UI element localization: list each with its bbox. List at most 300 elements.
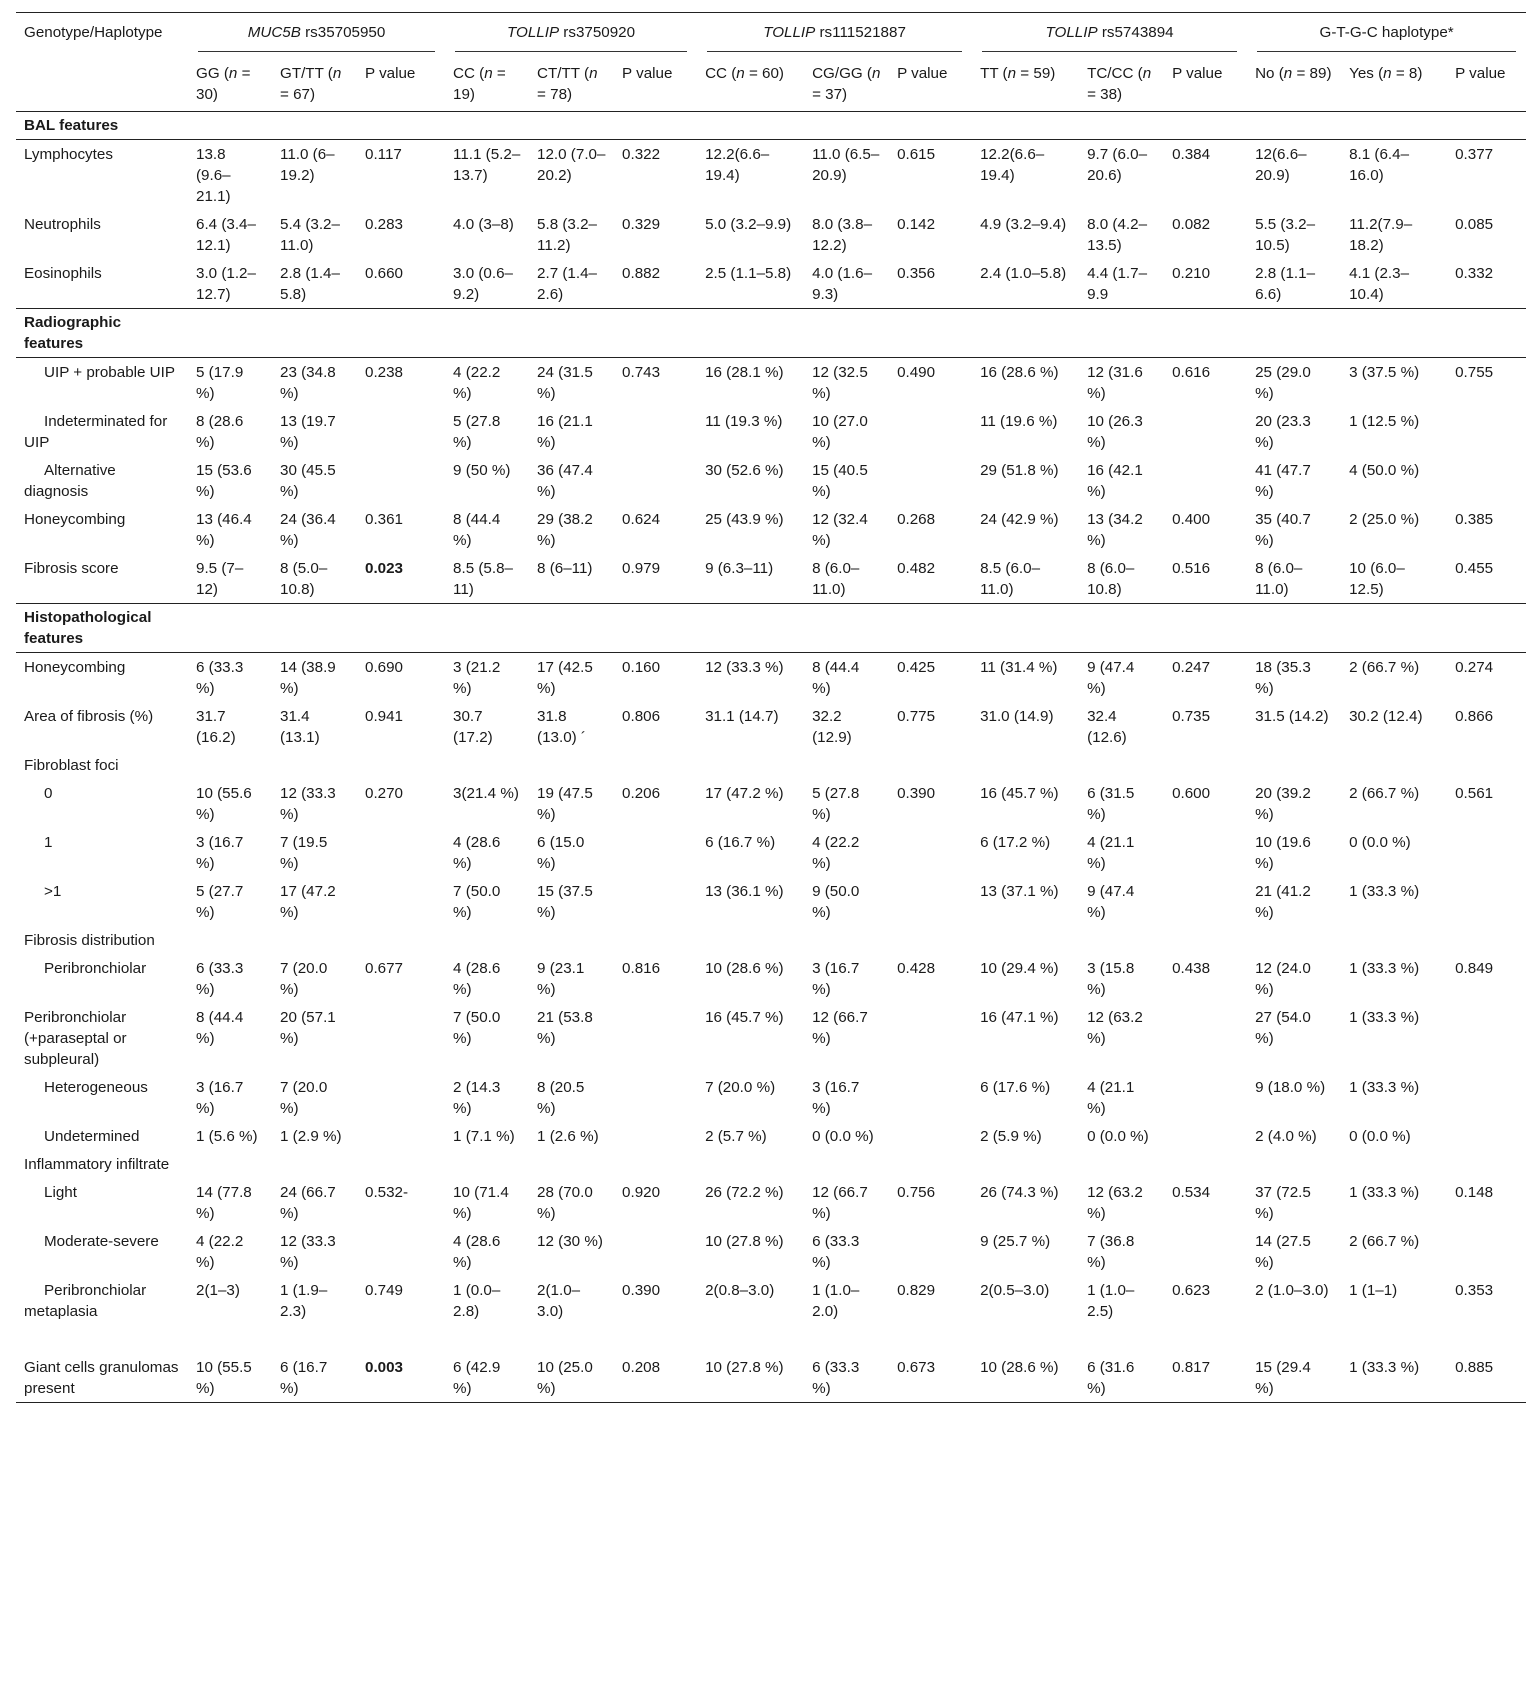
subcolumn-header: P value [614, 61, 697, 112]
row-label: Peribronchiolar metaplasia [24, 1282, 147, 1320]
p-value-cell [1447, 1122, 1526, 1150]
value-cell: 2.8 (1.1–6.6) [1255, 265, 1316, 303]
value-cell: 10 (19.6 %) [1255, 834, 1311, 872]
subcolumn-header: TC/CC (n = 38) [1079, 61, 1164, 112]
empty-cell [697, 926, 804, 954]
value-cell: 12 (32.4 %) [812, 511, 868, 549]
value-cell: 10 (25.0 %) [529, 1325, 614, 1403]
p-value-cell: 0.490 [897, 364, 936, 381]
value-cell: 6 (33.3 %) [812, 1233, 860, 1271]
empty-cell [1247, 112, 1341, 140]
empty-cell [889, 112, 972, 140]
empty-cell [614, 604, 697, 653]
empty-cell [889, 751, 972, 779]
empty-cell [697, 112, 804, 140]
value-cell: 25 (43.9 %) [705, 511, 784, 528]
table-row [16, 456, 1526, 505]
value-cell: 16 (45.7 %) [705, 1009, 784, 1026]
value-cell: 37 (72.5 %) [1255, 1184, 1311, 1222]
value-cell: 19 (47.5 %) [537, 785, 593, 823]
empty-cell [357, 751, 445, 779]
row-label: Peribronchiolar [44, 960, 147, 977]
value-cell: 16 (28.1 %) [705, 364, 784, 381]
value-cell: 41 (47.7 %) [1255, 462, 1311, 500]
empty-cell [188, 926, 272, 954]
value-cell: 5.0 (3.2–9.9) [705, 216, 792, 233]
p-value-cell [889, 1227, 972, 1276]
empty-cell [697, 1150, 804, 1178]
value-cell: 2(1–3) [196, 1282, 240, 1299]
p-value-cell [357, 1073, 445, 1122]
value-cell: 26 (72.2 %) [705, 1184, 784, 1201]
p-value-cell [614, 877, 697, 926]
p-value-cell: 0.270 [365, 785, 404, 802]
empty-cell [1079, 309, 1164, 358]
empty-cell [357, 1150, 445, 1178]
empty-cell [188, 751, 272, 779]
empty-cell [445, 309, 529, 358]
empty-cell [1079, 751, 1164, 779]
value-cell: 4 (28.6 %) [453, 834, 501, 872]
p-value-cell [1164, 1227, 1247, 1276]
value-cell: 4 (22.2 %) [453, 364, 501, 402]
p-value-cell: 0.882 [622, 265, 661, 282]
value-cell: 12 (66.7 %) [812, 1009, 868, 1047]
p-value-cell [1164, 456, 1247, 505]
empty-cell [445, 112, 529, 140]
group-header-muc5b: MUC5B rs35705950 [188, 13, 445, 62]
p-value-cell: 0.979 [622, 560, 661, 577]
row-label: Fibrosis score [24, 560, 119, 577]
p-value-cell: 0.274 [1455, 659, 1494, 676]
value-cell: 12.2(6.6–19.4) [705, 146, 770, 184]
value-cell: 9 (6.3–11) [705, 560, 774, 577]
value-cell: 13 (19.7 %) [280, 413, 336, 451]
value-cell: 30 (52.6 %) [705, 462, 784, 479]
p-value-cell [1164, 1073, 1247, 1122]
empty-cell [1247, 309, 1341, 358]
value-cell: 11 (19.3 %) [705, 413, 783, 430]
p-value-cell [889, 1073, 972, 1122]
p-value-cell: 0.353 [1455, 1282, 1494, 1299]
empty-cell [614, 926, 697, 954]
value-cell: 6 (33.3 %) [804, 1325, 889, 1403]
value-cell: 2(0.5–3.0) [980, 1282, 1050, 1299]
p-value-cell [1447, 456, 1526, 505]
p-value-cell [357, 828, 445, 877]
value-cell: 3 (16.7 %) [196, 1079, 244, 1117]
empty-cell [1164, 1150, 1247, 1178]
table-row [16, 1178, 1526, 1227]
empty-cell [972, 604, 1079, 653]
value-cell: 6 (17.2 %) [980, 834, 1051, 851]
value-cell: 20 (57.1 %) [280, 1009, 336, 1047]
empty-cell [188, 1150, 272, 1178]
table-body [16, 112, 1526, 1403]
value-cell: 0 (0.0 %) [812, 1128, 874, 1145]
value-cell: 9 (25.7 %) [980, 1233, 1051, 1250]
p-value-cell: 0.428 [897, 960, 936, 977]
value-cell: 16 (21.1 %) [537, 413, 593, 451]
p-value-cell [1164, 1122, 1247, 1150]
empty-cell [1079, 1150, 1164, 1178]
subcolumn-header: GT/TT (n = 67) [272, 61, 357, 112]
p-value-cell: 0.600 [1172, 785, 1211, 802]
value-cell: 10 (28.6 %) [972, 1325, 1079, 1403]
value-cell: 9 (50.0 %) [812, 883, 860, 921]
empty-cell [272, 751, 357, 779]
value-cell: 9 (23.1 %) [537, 960, 585, 998]
group-header-haplotype: G-T-G-C haplotype* [1247, 13, 1526, 62]
value-cell: 31.7 (16.2) [196, 708, 236, 746]
value-cell: 2.8 (1.4–5.8) [280, 265, 340, 303]
empty-cell [804, 751, 889, 779]
value-cell: 4 (21.1 %) [1087, 834, 1135, 872]
value-cell: 2 (1.0–3.0) [1255, 1282, 1329, 1299]
table-row [16, 702, 1526, 751]
table-row [16, 1003, 1526, 1073]
table-row [16, 1325, 1526, 1403]
value-cell: 11 (31.4 %) [980, 659, 1058, 676]
value-cell: 6 (42.9 %) [445, 1325, 529, 1403]
subcolumn-header: Yes (n = 8) [1341, 61, 1447, 112]
p-value-cell: 0.238 [365, 364, 404, 381]
empty-cell [1341, 604, 1447, 653]
p-value-cell: 0.283 [365, 216, 404, 233]
value-cell: 32.2 (12.9) [812, 708, 852, 746]
empty-cell [1164, 309, 1247, 358]
significant-p-value: 0.023 [365, 560, 404, 577]
value-cell: 2 (66.7 %) [1349, 1233, 1420, 1250]
row-label: Giant cells granulomas present [16, 1325, 188, 1403]
p-value-cell: 0.482 [897, 560, 936, 577]
empty-cell [529, 604, 614, 653]
subcolumn-header: TT (n = 59) [972, 61, 1079, 112]
section-title: Histopathological features [16, 604, 188, 653]
value-cell: 12 (24.0 %) [1255, 960, 1311, 998]
p-value-cell [1447, 1003, 1526, 1073]
value-cell: 12 (30 %) [537, 1233, 603, 1250]
value-cell: 4 (28.6 %) [453, 1233, 501, 1271]
empty-cell [357, 309, 445, 358]
value-cell: 5.8 (3.2–11.2) [537, 216, 597, 254]
table-row [16, 358, 1526, 408]
value-cell: 12 (33.3 %) [280, 1233, 336, 1271]
value-cell: 7 (36.8 %) [1087, 1233, 1135, 1271]
value-cell: 7 (20.0 %) [705, 1079, 776, 1096]
table-row [16, 779, 1526, 828]
value-cell: 12 (63.2 %) [1087, 1009, 1143, 1047]
value-cell: 13.8 (9.6–21.1) [196, 146, 231, 205]
empty-cell [445, 751, 529, 779]
p-value-cell: 0.816 [622, 960, 661, 977]
value-cell: 3.0 (1.2–12.7) [196, 265, 256, 303]
value-cell: 6 (16.7 %) [272, 1325, 357, 1403]
value-cell: 2 (14.3 %) [453, 1079, 501, 1117]
table-row [16, 1276, 1526, 1325]
subgroup-row-inf_head [16, 1150, 1526, 1178]
p-value-cell [889, 1003, 972, 1073]
empty-cell [1341, 1150, 1447, 1178]
significant-p-value: 0.003 [365, 1359, 404, 1376]
p-value-cell [1164, 407, 1247, 456]
value-cell: 8 (6.0–11.0) [812, 560, 860, 598]
p-value-cell [889, 1122, 972, 1150]
value-cell: 32.4 (12.6) [1087, 708, 1127, 746]
value-cell: 16 (42.1 %) [1087, 462, 1143, 500]
empty-cell [357, 604, 445, 653]
value-cell: 3 (16.7 %) [196, 834, 244, 872]
value-cell: 11 (19.6 %) [980, 413, 1058, 430]
p-value-cell [889, 877, 972, 926]
value-cell: 1 (1.9–2.3) [280, 1282, 328, 1320]
value-cell: 10 (55.6 %) [196, 785, 252, 823]
value-cell: 10 (26.3 %) [1087, 413, 1143, 451]
p-value-cell [614, 1003, 697, 1073]
empty-cell [445, 926, 529, 954]
value-cell: 24 (36.4 %) [280, 511, 336, 549]
p-value-cell: 0.356 [897, 265, 936, 282]
value-cell: 18 (35.3 %) [1255, 659, 1311, 697]
p-value-cell: 0.677 [365, 960, 404, 977]
value-cell: 5 (17.9 %) [196, 364, 244, 402]
value-cell: 6 (17.6 %) [980, 1079, 1051, 1096]
p-value-cell [889, 828, 972, 877]
subgroup-row-ff_head [16, 751, 1526, 779]
empty-cell [529, 1150, 614, 1178]
p-value-cell: 0.885 [1447, 1325, 1526, 1403]
value-cell: 1 (33.3 %) [1349, 883, 1420, 900]
row-label-header: Genotype/Haplotype [16, 13, 188, 62]
subgroup-label: Fibrosis distribution [24, 932, 155, 949]
value-cell: 2(0.8–3.0) [705, 1282, 775, 1299]
subgroup-label: Fibroblast foci [24, 757, 119, 774]
value-cell: 1 (7.1 %) [453, 1128, 515, 1145]
value-cell: 2 (4.0 %) [1255, 1128, 1317, 1145]
empty-cell [1341, 926, 1447, 954]
value-cell: 4.1 (2.3–10.4) [1349, 265, 1410, 303]
p-value-cell [357, 1003, 445, 1073]
subcolumn-header: CG/GG (n = 37) [804, 61, 889, 112]
empty-cell [972, 309, 1079, 358]
value-cell: 31.4 (13.1) [280, 708, 320, 746]
empty-cell [889, 309, 972, 358]
row-label: Neutrophils [24, 216, 101, 233]
value-cell: 0 (0.0 %) [1349, 1128, 1411, 1145]
table-row [16, 554, 1526, 604]
p-value-cell [889, 407, 972, 456]
p-value-cell [1447, 1073, 1526, 1122]
p-value-cell [357, 456, 445, 505]
value-cell: 16 (47.1 %) [980, 1009, 1059, 1026]
value-cell: 7 (50.0 %) [453, 883, 501, 921]
value-cell: 3(21.4 %) [453, 785, 519, 802]
empty-cell [272, 926, 357, 954]
section-title: BAL features [16, 112, 188, 140]
row-label: 1 [44, 834, 53, 851]
value-cell: 9 (47.4 %) [1087, 659, 1135, 697]
p-value-cell [357, 407, 445, 456]
value-cell: 3 (37.5 %) [1349, 364, 1420, 381]
empty-cell [614, 751, 697, 779]
empty-cell [357, 112, 445, 140]
value-cell: 16 (45.7 %) [980, 785, 1059, 802]
empty-cell [804, 1150, 889, 1178]
subheader-blank [16, 61, 188, 112]
value-cell: 36 (47.4 %) [537, 462, 593, 500]
p-value-cell: 0.866 [1455, 708, 1494, 725]
p-value-cell: 0.322 [622, 146, 661, 163]
empty-cell [972, 1150, 1079, 1178]
value-cell: 20 (23.3 %) [1255, 413, 1311, 451]
value-cell: 6.4 (3.4–12.1) [196, 216, 256, 254]
value-cell: 8 (44.4 %) [196, 1009, 244, 1047]
empty-cell [1447, 926, 1526, 954]
value-cell: 24 (42.9 %) [980, 511, 1059, 528]
value-cell: 2 (5.7 %) [705, 1128, 767, 1145]
p-value-cell: 0.616 [1172, 364, 1211, 381]
value-cell: 31.8 (13.0) ´ [537, 708, 586, 746]
p-value-cell: 0.385 [1455, 511, 1494, 528]
empty-cell [445, 604, 529, 653]
value-cell: 8.5 (5.8–11) [453, 560, 513, 598]
empty-cell [972, 926, 1079, 954]
value-cell: 4.4 (1.7–9.9 [1087, 265, 1148, 303]
row-label: Honeycombing [24, 659, 126, 676]
value-cell: 10 (29.4 %) [980, 960, 1059, 977]
value-cell: 7 (50.0 %) [453, 1009, 501, 1047]
row-label: UIP + probable UIP [44, 364, 175, 381]
empty-cell [529, 751, 614, 779]
value-cell: 2 (66.7 %) [1349, 659, 1420, 676]
p-value-cell: 0.829 [897, 1282, 936, 1299]
value-cell: 4.9 (3.2–9.4) [980, 216, 1067, 233]
table-row [16, 407, 1526, 456]
value-cell: 15 (29.4 %) [1247, 1325, 1341, 1403]
table-row [16, 653, 1526, 703]
row-label: Lymphocytes [24, 146, 113, 163]
empty-cell [1164, 604, 1247, 653]
table-row [16, 259, 1526, 309]
p-value-cell [357, 877, 445, 926]
value-cell: 0 (0.0 %) [1087, 1128, 1149, 1145]
value-cell: 5 (27.7 %) [196, 883, 244, 921]
p-value-cell: 0.148 [1455, 1184, 1494, 1201]
value-cell: 10 (27.8 %) [705, 1233, 784, 1250]
p-value-cell: 0.849 [1455, 960, 1494, 977]
p-value-cell [1447, 828, 1526, 877]
value-cell: 6 (16.7 %) [705, 834, 776, 851]
value-cell: 21 (41.2 %) [1255, 883, 1311, 921]
value-cell: 26 (74.3 %) [980, 1184, 1059, 1201]
value-cell: 17 (42.5 %) [537, 659, 593, 697]
subcolumn-header: No (n = 89) [1247, 61, 1341, 112]
value-cell: 31.5 (14.2) [1255, 708, 1329, 725]
empty-cell [272, 1150, 357, 1178]
genotype-association-table [16, 12, 1526, 1403]
p-value-cell: 0.390 [622, 1282, 661, 1299]
value-cell: 24 (66.7 %) [280, 1184, 336, 1222]
p-value-cell: 0.329 [622, 216, 661, 233]
table-row [16, 505, 1526, 554]
row-label: Eosinophils [24, 265, 102, 282]
p-value-cell: 0.208 [614, 1325, 697, 1403]
empty-cell [1247, 926, 1341, 954]
empty-cell [529, 926, 614, 954]
value-cell: 6 (15.0 %) [537, 834, 585, 872]
value-cell: 8 (5.0–10.8) [280, 560, 328, 598]
group-header-tollip-rs5743894: TOLLIP rs5743894 [972, 13, 1247, 62]
value-cell: 1 (5.6 %) [196, 1128, 258, 1145]
empty-cell [697, 604, 804, 653]
header-subcolumn-row [16, 61, 1526, 112]
p-value-cell [614, 456, 697, 505]
row-label: Peribronchiolar (+paraseptal or subpleural) [24, 1009, 127, 1068]
p-value-cell [614, 1227, 697, 1276]
p-value-cell: 0.755 [1455, 364, 1494, 381]
empty-cell [697, 751, 804, 779]
value-cell: 12 (33.3 %) [705, 659, 784, 676]
value-cell: 15 (37.5 %) [537, 883, 593, 921]
empty-cell [804, 309, 889, 358]
value-cell: 3.0 (0.6–9.2) [453, 265, 513, 303]
value-cell: 12 (31.6 %) [1087, 364, 1143, 402]
p-value-cell: 0.455 [1455, 560, 1494, 577]
section-row-radio [16, 309, 1526, 358]
value-cell: 14 (38.9 %) [280, 659, 336, 697]
p-value-cell: 0.206 [622, 785, 661, 802]
value-cell: 21 (53.8 %) [537, 1009, 593, 1047]
value-cell: 8 (6.0–10.8) [1087, 560, 1135, 598]
value-cell: 12 (33.3 %) [280, 785, 336, 823]
value-cell: 8 (44.4 %) [812, 659, 860, 697]
value-cell: 4 (22.2 %) [812, 834, 860, 872]
p-value-cell: 0.082 [1172, 216, 1211, 233]
table-row [16, 1227, 1526, 1276]
value-cell: 4.0 (3–8) [453, 216, 514, 233]
p-value-cell: 0.941 [365, 708, 404, 725]
value-cell: 10 (28.6 %) [705, 960, 784, 977]
p-value-cell [357, 1122, 445, 1150]
empty-cell [272, 309, 357, 358]
row-label: Honeycombing [24, 511, 126, 528]
value-cell: 8 (44.4 %) [453, 511, 501, 549]
table-row [16, 877, 1526, 926]
value-cell: 27 (54.0 %) [1255, 1009, 1311, 1047]
empty-cell [188, 309, 272, 358]
value-cell: 1 (33.3 %) [1349, 1079, 1420, 1096]
value-cell: 6 (31.5 %) [1087, 785, 1135, 823]
p-value-cell: 0.775 [897, 708, 936, 725]
value-cell: 8 (6.0–11.0) [1255, 560, 1303, 598]
value-cell: 9.5 (7–12) [196, 560, 244, 598]
p-value-cell: 0.390 [897, 785, 936, 802]
value-cell: 30.7 (17.2) [453, 708, 493, 746]
value-cell: 7 (20.0 %) [280, 960, 328, 998]
group-header-tollip-rs111521887: TOLLIP rs111521887 [697, 13, 972, 62]
value-cell: 17 (47.2 %) [705, 785, 784, 802]
value-cell: 3 (16.7 %) [812, 960, 860, 998]
value-cell: 2.5 (1.1–5.8) [705, 265, 792, 282]
value-cell: 13 (46.4 %) [196, 511, 252, 549]
p-value-cell: 0.806 [622, 708, 661, 725]
subcolumn-header: P value [1164, 61, 1247, 112]
subgroup-label: Inflammatory infiltrate [24, 1156, 170, 1173]
empty-cell [1079, 112, 1164, 140]
p-value-cell: 0.268 [897, 511, 936, 528]
p-value-cell: 0.532- [365, 1184, 409, 1201]
p-value-cell: 0.817 [1164, 1325, 1247, 1403]
